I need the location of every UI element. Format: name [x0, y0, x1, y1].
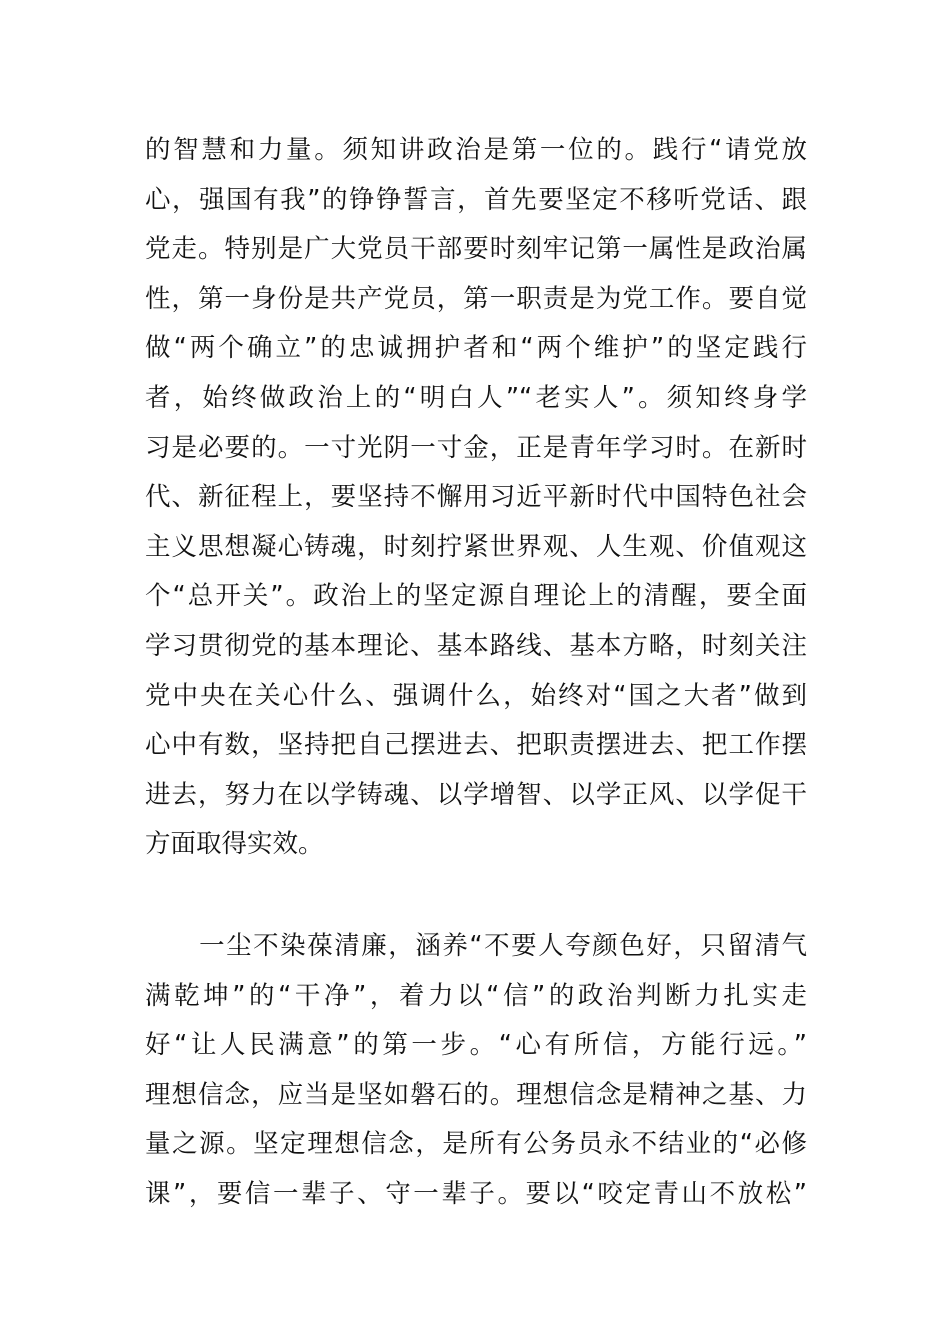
- paragraph-1-line-2: 心，强国有我”的铮铮誓言，首先要坚定不移听党话、跟: [145, 184, 807, 215]
- paragraph-1-line-15: 方面取得实效。: [145, 829, 324, 860]
- paragraph-1-line-14: 进去，努力在以学铸魂、以学增智、以学正风、以学促干: [145, 779, 807, 810]
- paragraph-2-line-3: 好“让人民满意”的第一步。“心有所信，方能行远。”: [145, 1030, 807, 1061]
- paragraph-2-line-2: 满乾坤”的“干净”，着力以“信”的政治判断力扎实走: [145, 980, 807, 1011]
- paragraph-2-line-4: 理想信念，应当是坚如磐石的。理想信念是精神之基、力: [145, 1079, 807, 1110]
- paragraph-1-line-6: 者，始终做政治上的“明白人”“老实人”。须知终身学: [145, 382, 807, 413]
- paragraph-1-line-13: 心中有数，坚持把自己摆进去、把职责摆进去、把工作摆: [145, 730, 807, 761]
- paragraph-1-line-9: 主义思想凝心铸魂，时刻拧紧世界观、人生观、价值观这: [145, 531, 807, 562]
- paragraph-2-line-6: 课”，要信一辈子、守一辈子。要以“咬定青山不放松”: [145, 1178, 807, 1209]
- paragraph-1-line-10: 个“总开关”。政治上的坚定源自理论上的清醒，要全面: [145, 581, 807, 612]
- paragraph-1-line-7: 习是必要的。一寸光阴一寸金，正是青年学习时。在新时: [145, 432, 807, 463]
- paragraph-1-line-5: 做“两个确立”的忠诚拥护者和“两个维护”的坚定践行: [145, 333, 807, 364]
- paragraph-2: [145, 922, 807, 1220]
- paragraph-2-line-1: 一尘不染葆清廉，涵养“不要人夸颜色好，只留清气: [145, 931, 807, 961]
- paragraph-1-line-1: 的智慧和力量。须知讲政治是第一位的。践行“请党放: [145, 135, 807, 165]
- paragraph-1-line-12: 党中央在关心什么、强调什么，始终对“国之大者”做到: [145, 680, 807, 711]
- paragraph-2-line-5: 量之源。坚定理想信念，是所有公务员永不结业的“必修: [145, 1129, 807, 1160]
- paragraph-1-line-11: 学习贯彻党的基本理论、基本路线、基本方略，时刻关注: [145, 630, 807, 661]
- paragraph-1-line-4: 性，第一身份是共产党员，第一职责是为党工作。要自觉: [145, 283, 807, 314]
- paragraph-1: [145, 126, 807, 870]
- paragraph-1-line-3: 党走。特别是广大党员干部要时刻牢记第一属性是政治属: [145, 234, 807, 265]
- paragraph-1-line-8: 代、新征程上，要坚持不懈用习近平新时代中国特色社会: [145, 482, 807, 513]
